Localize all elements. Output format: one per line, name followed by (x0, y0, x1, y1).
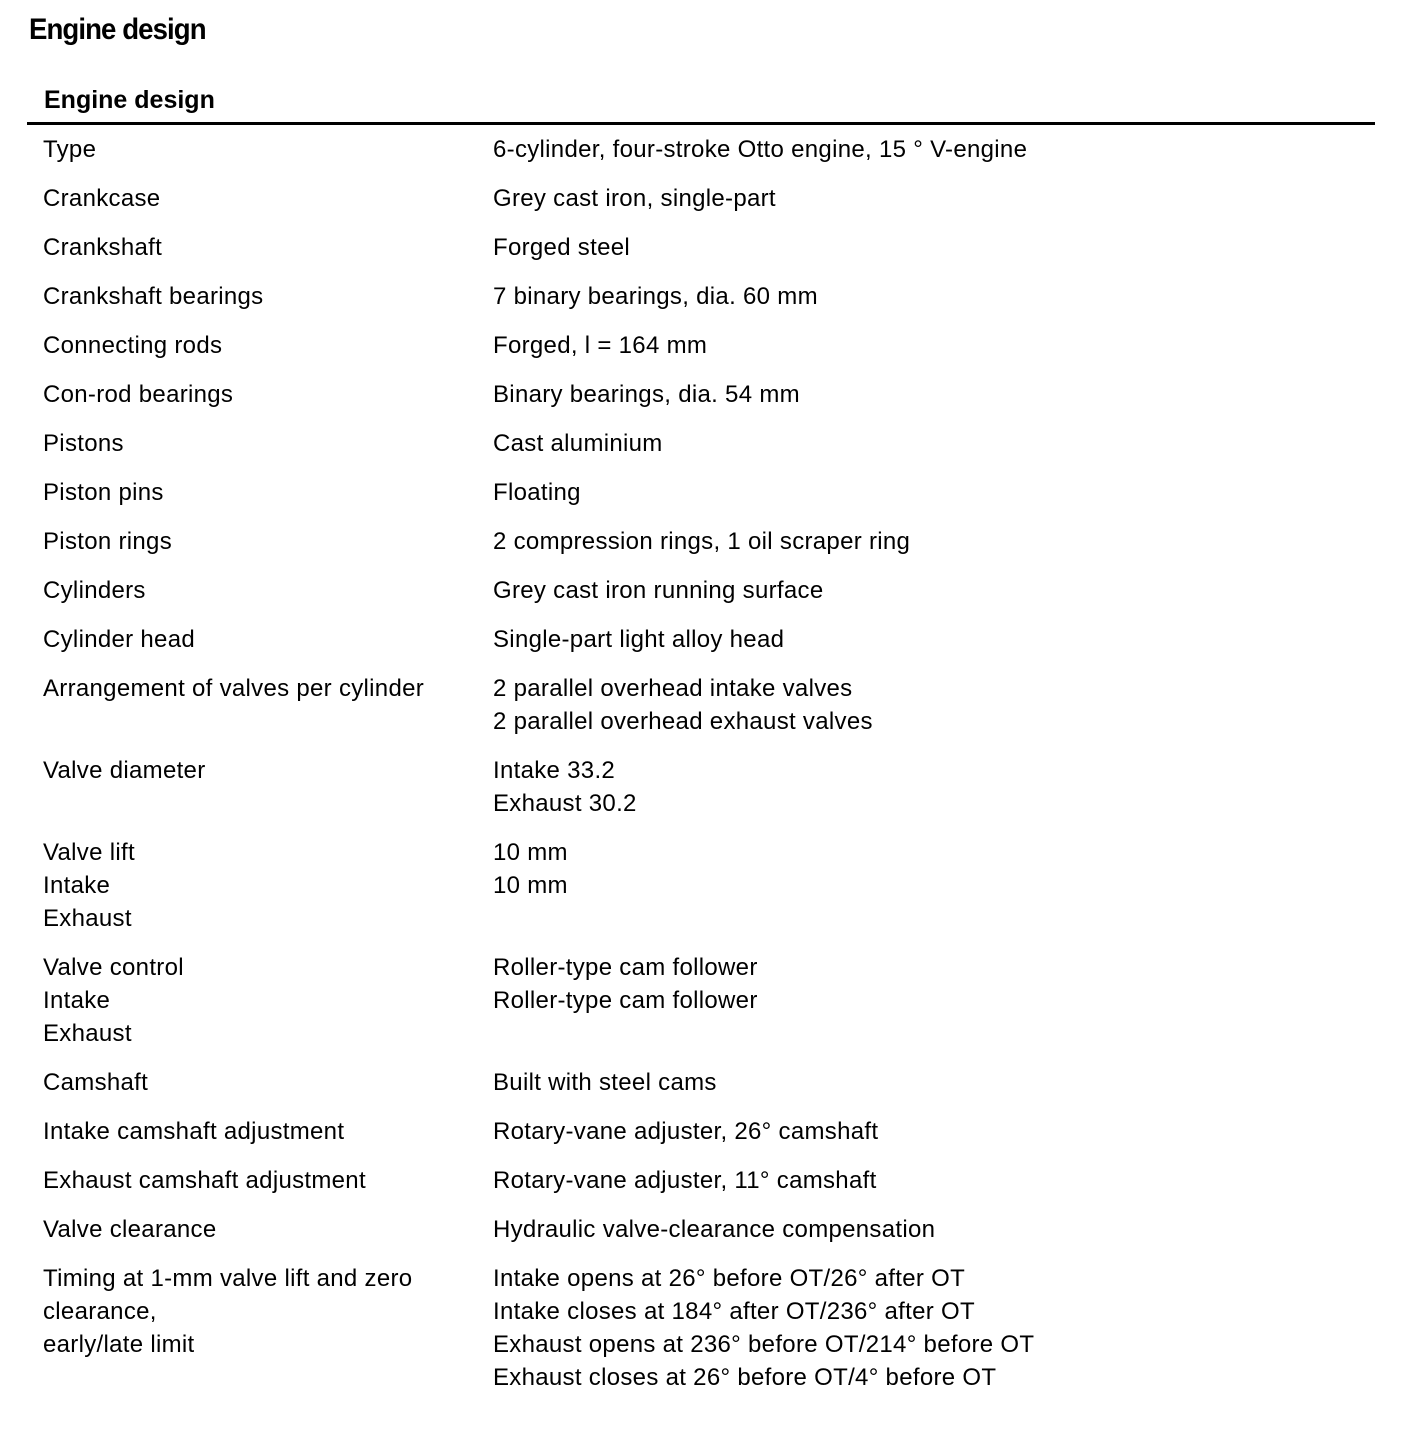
spec-value (493, 476, 1363, 509)
spec-label-line: Crankcase (43, 185, 161, 212)
spec-value-line: Floating (493, 479, 581, 506)
spec-value-line: Roller-type cam follower (493, 954, 758, 981)
spec-value-line: Exhaust closes at 26° before OT/4° before OT (493, 1364, 997, 1391)
spec-label-line: Timing at 1-mm valve lift and zero (43, 1265, 413, 1292)
spec-value-line: 2 parallel overhead intake valves (493, 675, 853, 702)
spec-value (493, 836, 1363, 902)
spec-label-line: Valve lift (43, 839, 135, 866)
spec-value-line: Grey cast iron, single-part (493, 185, 776, 212)
spec-label (43, 133, 493, 166)
spec-label (43, 836, 493, 935)
spec-value-line: 10 mm (493, 872, 568, 899)
spec-label (43, 280, 493, 313)
spec-value-line: Intake opens at 26° before OT/26° after OT (493, 1265, 966, 1292)
spec-value-line: Grey cast iron running surface (493, 577, 824, 604)
spec-value-line: 2 compression rings, 1 oil scraper ring (493, 528, 911, 555)
spec-row (43, 476, 1363, 525)
spec-row (43, 754, 1363, 836)
spec-value-line: Single-part light alloy head (493, 626, 785, 653)
spec-value (493, 951, 1363, 1017)
spec-row (43, 836, 1363, 951)
spec-value-line: Intake closes at 184° after OT/236° after OT (493, 1298, 975, 1325)
spec-value (493, 378, 1363, 411)
spec-label-line: Connecting rods (43, 332, 223, 359)
spec-value-line: Binary bearings, dia. 54 mm (493, 381, 800, 408)
spec-row (43, 623, 1363, 672)
spec-value (493, 133, 1363, 166)
spec-row (43, 1115, 1363, 1164)
spec-label-line: Piston rings (43, 528, 172, 555)
spec-row (43, 182, 1363, 231)
spec-value-line: Built with steel cams (493, 1069, 717, 1096)
spec-label (43, 1115, 493, 1148)
spec-label-line: Type (43, 136, 97, 163)
spec-label (43, 1262, 493, 1361)
spec-row (43, 133, 1363, 182)
spec-label-line: Exhaust (43, 905, 132, 932)
spec-label (43, 182, 493, 215)
spec-row (43, 672, 1363, 754)
spec-label-line: Piston pins (43, 479, 164, 506)
spec-label (43, 525, 493, 558)
spec-label-line: Intake (43, 987, 111, 1014)
spec-label (43, 1213, 493, 1246)
section-title: Engine design (44, 86, 215, 114)
spec-label (43, 1066, 493, 1099)
spec-value-line: 10 mm (493, 839, 568, 866)
spec-value (493, 280, 1363, 313)
spec-label-line: Arrangement of valves per cylinder (43, 675, 425, 702)
spec-label (43, 231, 493, 264)
spec-value-line: 6-cylinder, four-stroke Otto engine, 15 ° V-engine (493, 136, 1028, 163)
spec-label (43, 574, 493, 607)
spec-label-line: Con-rod bearings (43, 381, 234, 408)
spec-value (493, 525, 1363, 558)
spec-value (493, 574, 1363, 607)
spec-value (493, 1164, 1363, 1197)
spec-value-line: Roller-type cam follower (493, 987, 758, 1014)
spec-value-line: 2 parallel overhead exhaust valves (493, 708, 873, 735)
spec-label (43, 378, 493, 411)
spec-label-line: Intake (43, 872, 111, 899)
spec-row (43, 1164, 1363, 1213)
spec-value (493, 427, 1363, 460)
spec-label-line: Exhaust (43, 1020, 132, 1047)
spec-row (43, 951, 1363, 1066)
spec-value (493, 1115, 1363, 1148)
spec-value-line: Forged steel (493, 234, 631, 261)
spec-row (43, 574, 1363, 623)
spec-table (43, 133, 1363, 1410)
spec-label (43, 672, 493, 705)
spec-value (493, 754, 1363, 820)
spec-value-line: Rotary-vane adjuster, 26° camshaft (493, 1118, 879, 1145)
spec-value (493, 1262, 1363, 1394)
spec-row (43, 1066, 1363, 1115)
spec-label (43, 427, 493, 460)
spec-value (493, 329, 1363, 362)
spec-label-line: Camshaft (43, 1069, 149, 1096)
spec-value (493, 182, 1363, 215)
spec-row (43, 280, 1363, 329)
spec-label-line: Valve diameter (43, 757, 206, 784)
spec-label (43, 1164, 493, 1197)
spec-value-line: Intake 33.2 (493, 757, 616, 784)
spec-label-line: Crankshaft (43, 234, 163, 261)
spec-value-line: Forged, l = 164 mm (493, 332, 708, 359)
spec-label-line: Valve clearance (43, 1216, 217, 1243)
spec-row (43, 231, 1363, 280)
spec-label (43, 951, 493, 1050)
spec-row (43, 1213, 1363, 1262)
spec-row (43, 427, 1363, 476)
spec-label (43, 476, 493, 509)
spec-label (43, 754, 493, 787)
spec-row (43, 329, 1363, 378)
spec-label-line: Cylinder head (43, 626, 195, 653)
spec-value (493, 672, 1363, 738)
spec-value-line: Exhaust 30.2 (493, 790, 637, 817)
spec-row (43, 1262, 1363, 1410)
spec-value (493, 1066, 1363, 1099)
spec-row (43, 525, 1363, 574)
section-divider (27, 122, 1375, 125)
spec-row (43, 378, 1363, 427)
spec-value-line: Hydraulic valve-clearance compensation (493, 1216, 936, 1243)
spec-label-line: early/late limit (43, 1331, 195, 1358)
spec-label-line: clearance, (43, 1298, 157, 1325)
spec-value-line: Exhaust opens at 236° before OT/214° before OT (493, 1331, 1035, 1358)
spec-label-line: Crankshaft bearings (43, 283, 264, 310)
spec-value-line: Cast aluminium (493, 430, 663, 457)
spec-label (43, 623, 493, 656)
spec-value (493, 1213, 1363, 1246)
spec-label-line: Exhaust camshaft adjustment (43, 1167, 366, 1194)
spec-label-line: Valve control (43, 954, 184, 981)
spec-value (493, 231, 1363, 264)
spec-label-line: Pistons (43, 430, 124, 457)
spec-value-line: 7 binary bearings, dia. 60 mm (493, 283, 818, 310)
spec-label (43, 329, 493, 362)
spec-value (493, 623, 1363, 656)
page-title: Engine design (29, 13, 206, 46)
spec-label-line: Cylinders (43, 577, 146, 604)
spec-label-line: Intake camshaft adjustment (43, 1118, 345, 1145)
spec-value-line: Rotary-vane adjuster, 11° camshaft (493, 1167, 877, 1194)
